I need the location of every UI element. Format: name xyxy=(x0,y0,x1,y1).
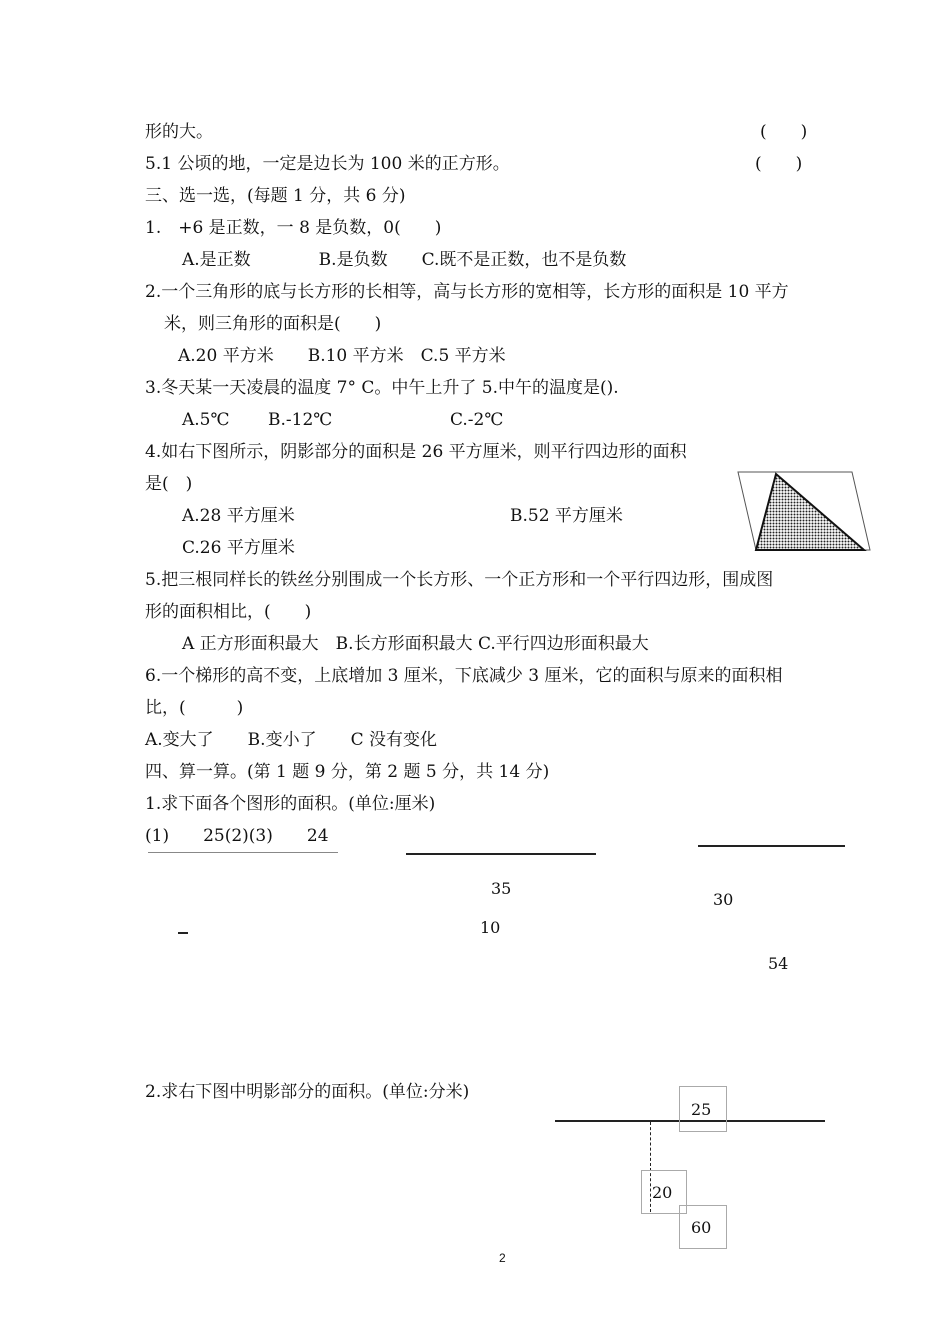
answer-bracket: ( ) xyxy=(755,154,803,174)
figure-1-tick xyxy=(178,932,188,934)
dimension-label: 60 xyxy=(691,1218,712,1237)
section-heading: 四、算一算。(第 1 题 9 分，第 2 题 5 分，共 14 分) xyxy=(145,762,550,782)
question-5: 5.把三根同样长的铁丝分别围成一个长方形、一个正方形和一个平行四边形，围成图 xyxy=(145,570,774,590)
section-heading: 三、选一选，(每题 1 分，共 6 分) xyxy=(145,186,406,206)
question-3-option-c: C.-2℃ xyxy=(450,410,504,430)
question-4-option-a: A.28 平方厘米 xyxy=(182,506,295,526)
calc-figure-labels: (1) 25(2)(3) 24 xyxy=(145,826,329,846)
shaded-triangle xyxy=(756,474,864,550)
figure-2-line xyxy=(406,853,596,855)
question-1: 1. +6 是正数，一 8 是负数，0( ) xyxy=(145,218,442,238)
text-line: 5.1 公顷的地，一定是边长为 100 米的正方形。 xyxy=(145,154,510,174)
question-3-option-a: A.5℃ xyxy=(182,410,230,430)
page-number: 2 xyxy=(499,1251,506,1265)
question-3: 3.冬天某一天凌晨的温度 7° C。中午上升了 5.中午的温度是(). xyxy=(145,378,619,398)
calc-question-1: 1.求下面各个图形的面积。(单位:厘米) xyxy=(145,794,436,814)
question-3-option-b: B.-12℃ xyxy=(268,410,333,430)
calc-question-2: 2.求右下图中明影部分的面积。(单位:分米) xyxy=(145,1082,470,1102)
figure-3-line xyxy=(698,845,845,847)
figure-1-line xyxy=(148,852,338,853)
dimension-label: 54 xyxy=(768,954,789,973)
dimension-label: 30 xyxy=(713,890,734,909)
dimension-label: 20 xyxy=(652,1183,673,1202)
parallelogram-figure xyxy=(736,468,872,556)
question-4-option-c: C.26 平方厘米 xyxy=(182,538,295,558)
question-2: 2.一个三角形的底与长方形的长相等，高与长方形的宽相等，长方形的面积是 10 平方 xyxy=(145,282,789,302)
dimension-label: 25 xyxy=(691,1100,712,1119)
text-line: 形的大。 xyxy=(145,122,213,142)
question-5-options: A 正方形面积最大 B.长方形面积最大 C.平行四边形面积最大 xyxy=(182,634,649,654)
question-6: 6.一个梯形的高不变，上底增加 3 厘米，下底减少 3 厘米，它的面积与原来的面积相 xyxy=(145,666,783,686)
question-6-options: A.变大了 B.变小了 C 没有变化 xyxy=(145,730,437,750)
question-4: 4.如右下图所示，阴影部分的面积是 26 平方厘米，则平行四边形的面积 xyxy=(145,442,687,462)
question-4-cont: 是( ) xyxy=(145,474,193,494)
dimension-label: 10 xyxy=(480,918,501,937)
question-1-options: A.是正数 B.是负数 C.既不是正数，也不是负数 xyxy=(182,250,627,270)
question-5-cont: 形的面积相比，( ) xyxy=(145,602,312,622)
question-4-option-b: B.52 平方厘米 xyxy=(510,506,623,526)
answer-bracket: ( ) xyxy=(760,122,808,142)
question-2-cont: 米，则三角形的面积是( ) xyxy=(164,314,382,334)
dimension-label: 35 xyxy=(491,879,512,898)
question-6-cont: 比，( ) xyxy=(145,698,244,718)
question-2-options: A.20 平方米 B.10 平方米 C.5 平方米 xyxy=(178,346,506,366)
